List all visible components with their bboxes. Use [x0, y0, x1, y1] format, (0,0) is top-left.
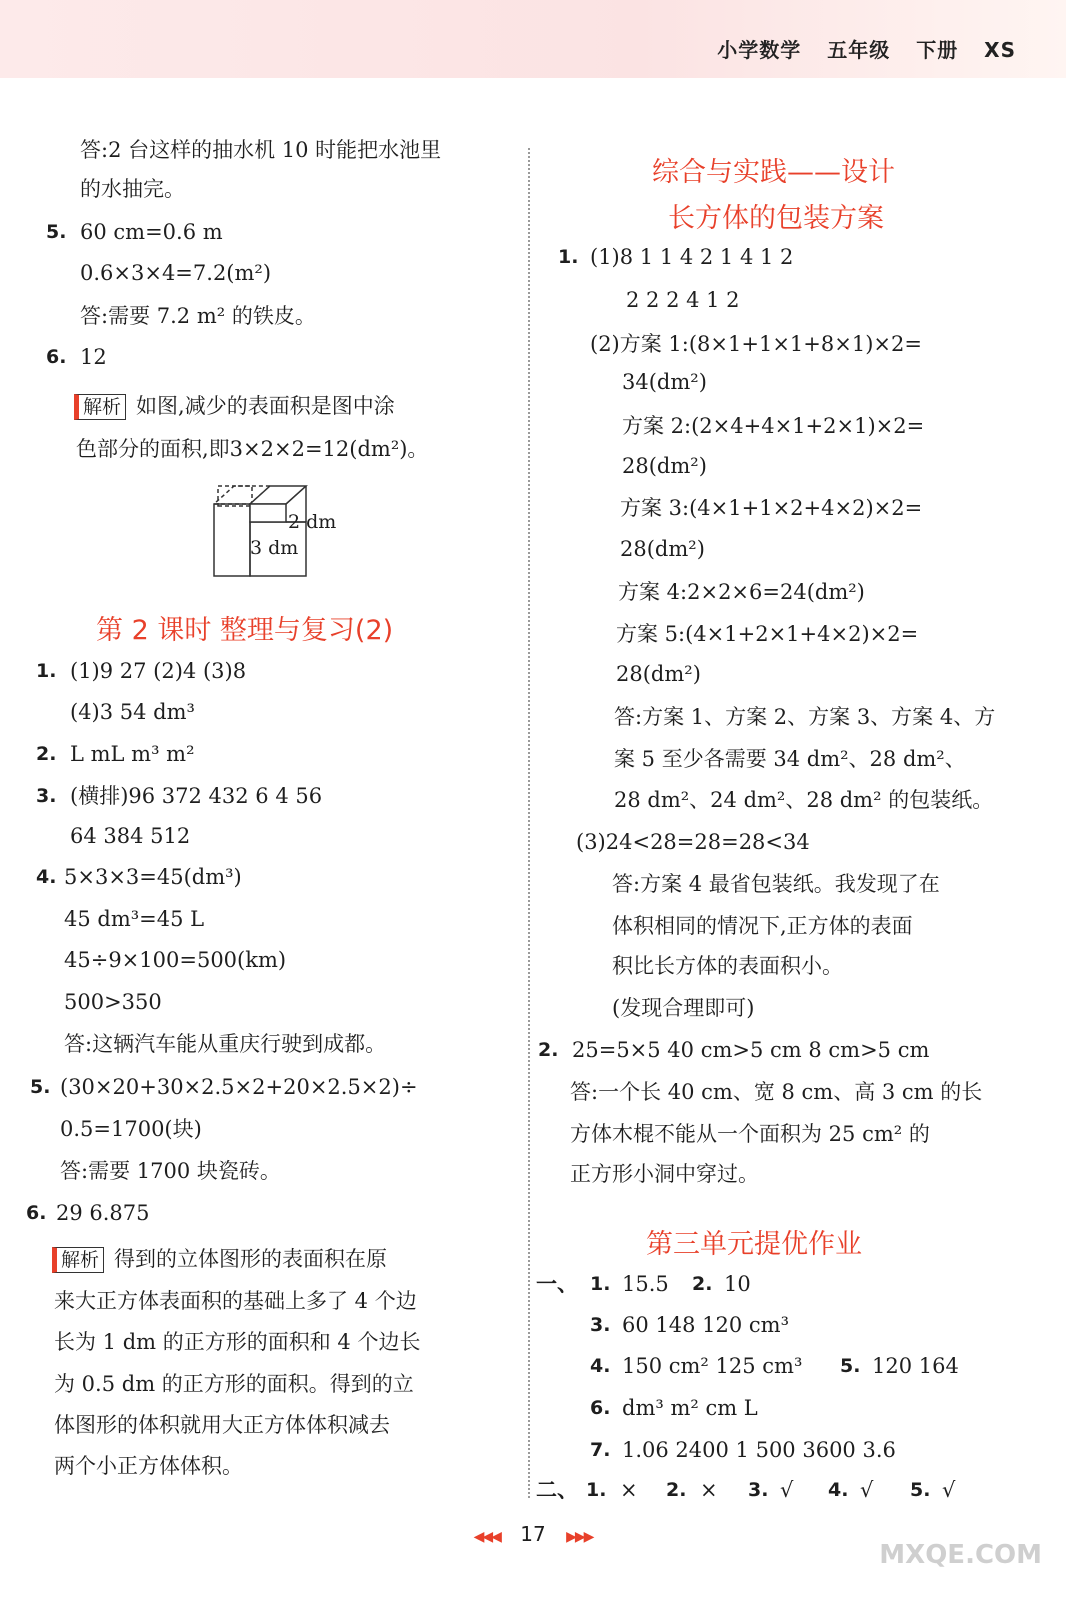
- analysis-line: 体图形的体积就用大正方体体积减去: [54, 1413, 390, 1437]
- question-number: 3.: [748, 1479, 769, 1501]
- question-number: 2.: [36, 743, 57, 765]
- answer-line: (30×20+30×2.5×2+20×2.5×2)÷: [60, 1075, 418, 1099]
- header-edition: XS: [984, 38, 1016, 62]
- answer-line: 120 164: [872, 1354, 959, 1378]
- question-number: 5.: [46, 221, 67, 243]
- answer-line: 答:需要 7.2 m² 的铁皮。: [80, 304, 316, 328]
- analysis-text: 如图,减少的表面积是图中涂: [136, 394, 395, 418]
- answer-line: 10: [724, 1272, 751, 1296]
- answer-line: 28(dm²): [616, 662, 701, 686]
- answer-line: 15.5: [622, 1272, 669, 1296]
- answer-line: 60 cm=0.6 m: [80, 220, 223, 244]
- answer-line: 答:需要 1700 块瓷砖。: [60, 1159, 281, 1183]
- part-label: 一、: [536, 1272, 578, 1296]
- analysis-line: 为 0.5 dm 的正方形的面积。得到的立: [54, 1372, 414, 1396]
- answer-line: (发现合理即可): [612, 996, 755, 1020]
- question-number: 2.: [538, 1039, 559, 1061]
- header-subject: 小学数学: [717, 38, 802, 62]
- question-number: 1.: [586, 1479, 607, 1501]
- question-number: 7.: [590, 1439, 611, 1461]
- answer-line: (横排)96 372 432 6 4 56: [70, 784, 323, 808]
- question-number: 3.: [590, 1314, 611, 1336]
- question-number: 4.: [590, 1355, 611, 1377]
- answer-line: 答:方案 1、方案 2、方案 3、方案 4、方: [614, 705, 996, 729]
- analysis-line: 两个小正方体体积。: [54, 1454, 243, 1478]
- section-title: 长方体的包装方案: [668, 203, 884, 234]
- answer-line: (2)方案 1:(8×1+1×1+8×1)×2=: [590, 332, 922, 356]
- question-number: 5.: [30, 1076, 51, 1098]
- answer-line: 的水抽完。: [80, 177, 185, 201]
- analysis-line: [52, 1245, 387, 1273]
- answer-line: 12: [80, 345, 107, 369]
- answer-line: 2 2 2 4 1 2: [626, 288, 740, 312]
- answer-mark: √: [942, 1478, 956, 1502]
- answer-line: 方案 3:(4×1+1×2+4×2)×2=: [620, 496, 923, 520]
- question-number: 4.: [36, 866, 57, 888]
- answer-line: (4)3 54 dm³: [70, 700, 195, 724]
- answer-line: 案 5 至少各需要 34 dm²、28 dm²、: [614, 747, 966, 771]
- answer-mark: ×: [620, 1478, 638, 1502]
- section-title: 第 2 课时 整理与复习(2): [96, 615, 394, 646]
- analysis-text: 得到的立体图形的表面积在原: [114, 1247, 388, 1271]
- analysis-line: 来大正方体表面积的基础上多了 4 个边: [54, 1289, 417, 1313]
- answer-line: 45 dm³=45 L: [64, 907, 205, 931]
- column-divider: [528, 148, 530, 1498]
- question-number: 6.: [46, 346, 67, 368]
- question-number: 5.: [910, 1479, 931, 1501]
- answer-line: 34(dm²): [622, 370, 707, 394]
- answer-line: (1)8 1 1 4 2 1 4 1 2: [590, 245, 794, 269]
- page-number: 17: [520, 1522, 546, 1546]
- question-number: 2.: [666, 1479, 687, 1501]
- answer-line: 29 6.875: [56, 1201, 150, 1225]
- analysis-line: 色部分的面积,即3×2×2=12(dm²)。: [76, 437, 429, 461]
- answer-line: 0.6×3×4=7.2(m²): [80, 261, 272, 285]
- section-title: 综合与实践——设计: [652, 157, 895, 188]
- answer-line: dm³ m² cm L: [622, 1396, 758, 1420]
- prev-arrows-icon: ◀◀◀: [473, 1529, 500, 1545]
- answer-line: 体积相同的情况下,正方体的表面: [612, 914, 913, 938]
- answer-line: 方体木棍不能从一个面积为 25 cm² 的: [570, 1122, 930, 1146]
- answer-line: 方案 2:(2×4+4×1+2×1)×2=: [622, 414, 925, 438]
- analysis-tag: 解析: [52, 1247, 104, 1273]
- question-number: 1.: [36, 660, 57, 682]
- page-header: [699, 34, 1016, 63]
- answer-line: 答:2 台这样的抽水机 10 时能把水池里: [80, 138, 442, 162]
- answer-line: 45÷9×100=500(km): [64, 948, 287, 972]
- figure-label-3dm: 3 dm: [250, 537, 299, 559]
- header-volume: 下册: [916, 38, 959, 62]
- answer-mark: √: [780, 1478, 794, 1502]
- answer-line: 25=5×5 40 cm>5 cm 8 cm>5 cm: [572, 1038, 930, 1062]
- answer-line: (1)9 27 (2)4 (3)8: [70, 659, 247, 683]
- answer-line: 方案 4:2×2×6=24(dm²): [618, 580, 865, 604]
- question-number: 4.: [828, 1479, 849, 1501]
- answer-line: 5×3×3=45(dm³): [64, 865, 242, 889]
- header-grade: 五年级: [827, 38, 891, 62]
- answer-line: 28(dm²): [620, 537, 705, 561]
- analysis-line: [74, 392, 395, 420]
- answer-line: 64 384 512: [70, 824, 191, 848]
- answer-mark: ×: [700, 1478, 718, 1502]
- answer-line: L mL m³ m²: [70, 742, 195, 766]
- question-number: 6.: [26, 1202, 47, 1224]
- question-number: 1.: [558, 246, 579, 268]
- answer-line: 积比长方体的表面积小。: [612, 954, 843, 978]
- analysis-tag: 解析: [74, 394, 126, 420]
- answer-line: 60 148 120 cm³: [622, 1313, 790, 1337]
- answer-line: 150 cm² 125 cm³: [622, 1354, 803, 1378]
- analysis-line: 长为 1 dm 的正方形的面积和 4 个边长: [54, 1330, 421, 1354]
- answer-mark: √: [860, 1478, 874, 1502]
- answer-line: 0.5=1700(块): [60, 1117, 202, 1141]
- question-number: 3.: [36, 785, 57, 807]
- question-number: 2.: [692, 1273, 713, 1295]
- question-number: 1.: [590, 1273, 611, 1295]
- answer-line: 1.06 2400 1 500 3600 3.6: [622, 1438, 896, 1462]
- answer-line: 正方形小洞中穿过。: [570, 1162, 759, 1186]
- question-number: 5.: [840, 1355, 861, 1377]
- part-label: 二、: [536, 1478, 578, 1502]
- answer-line: (3)24<28=28=28<34: [576, 830, 810, 854]
- figure-label-2dm: 2 dm: [288, 511, 337, 533]
- answer-line: 方案 5:(4×1+2×1+4×2)×2=: [616, 622, 919, 646]
- answer-line: 答:方案 4 最省包装纸。我发现了在: [612, 872, 940, 896]
- question-number: 6.: [590, 1397, 611, 1419]
- answer-line: 28 dm²、24 dm²、28 dm² 的包装纸。: [614, 788, 994, 812]
- answer-line: 答:一个长 40 cm、宽 8 cm、高 3 cm 的长: [570, 1080, 983, 1104]
- section-title: 第三单元提优作业: [646, 1229, 862, 1260]
- answer-line: 28(dm²): [622, 454, 707, 478]
- watermark: MXQE.COM: [879, 1540, 1042, 1570]
- answer-line: 答:这辆汽车能从重庆行驶到成都。: [64, 1032, 387, 1056]
- answer-line: 500>350: [64, 990, 162, 1014]
- next-arrows-icon: ▶▶▶: [566, 1529, 593, 1545]
